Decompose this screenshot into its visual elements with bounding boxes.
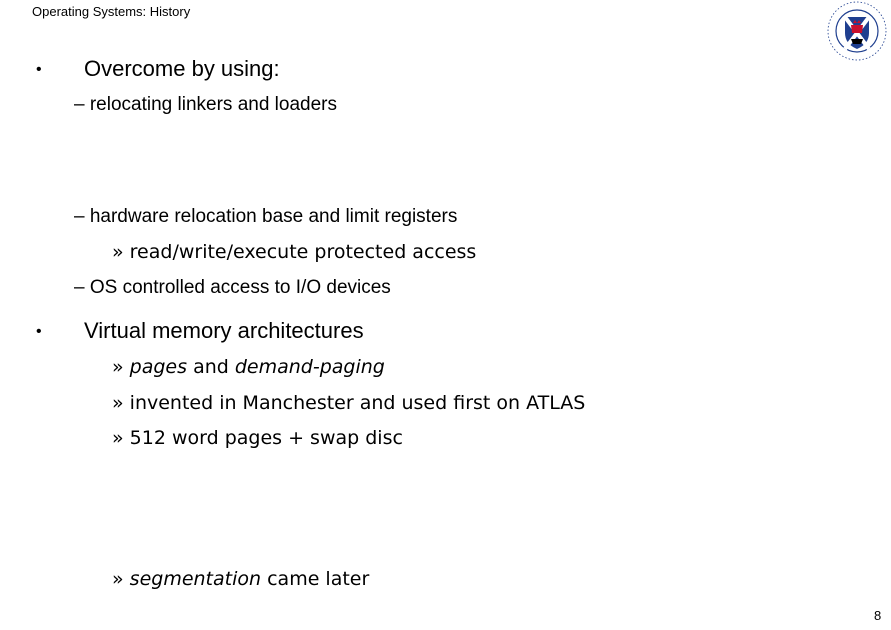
dash-os-controlled-io: – OS controlled access to I/O devices: [74, 277, 391, 298]
sub-invented-manchester: » invented in Manchester and used first on ATLAS: [112, 392, 586, 414]
bullet-2: •: [36, 323, 42, 340]
sub-512-word-pages: » 512 word pages + swap disc: [112, 427, 403, 449]
bullet-1: •: [36, 61, 42, 78]
sub-pages-demand-paging: [112, 356, 385, 378]
sub-segmentation: [112, 568, 369, 590]
term-demand-paging: demand-paging: [234, 356, 385, 378]
term-segmentation: segmentation: [129, 568, 262, 590]
dash-hardware-relocation: – hardware relocation base and limit registers: [74, 206, 458, 227]
slide-header-title: Operating Systems: History: [32, 4, 191, 19]
joiner-text: and: [187, 356, 235, 378]
dash-relocating-linkers: – relocating linkers and loaders: [74, 94, 337, 115]
term-pages: pages: [129, 356, 188, 378]
bullet-virtual-memory: Virtual memory architectures: [84, 318, 364, 343]
university-of-edinburgh-crest-icon: [826, 0, 888, 62]
sub-read-write-execute: » read/write/execute protected access: [112, 241, 477, 263]
sub-marker: »: [112, 568, 130, 590]
sub-marker: »: [112, 356, 130, 378]
trailing-text: came later: [261, 568, 370, 590]
page-number: 8: [874, 608, 882, 623]
bullet-overcome-by-using: Overcome by using:: [84, 56, 280, 81]
